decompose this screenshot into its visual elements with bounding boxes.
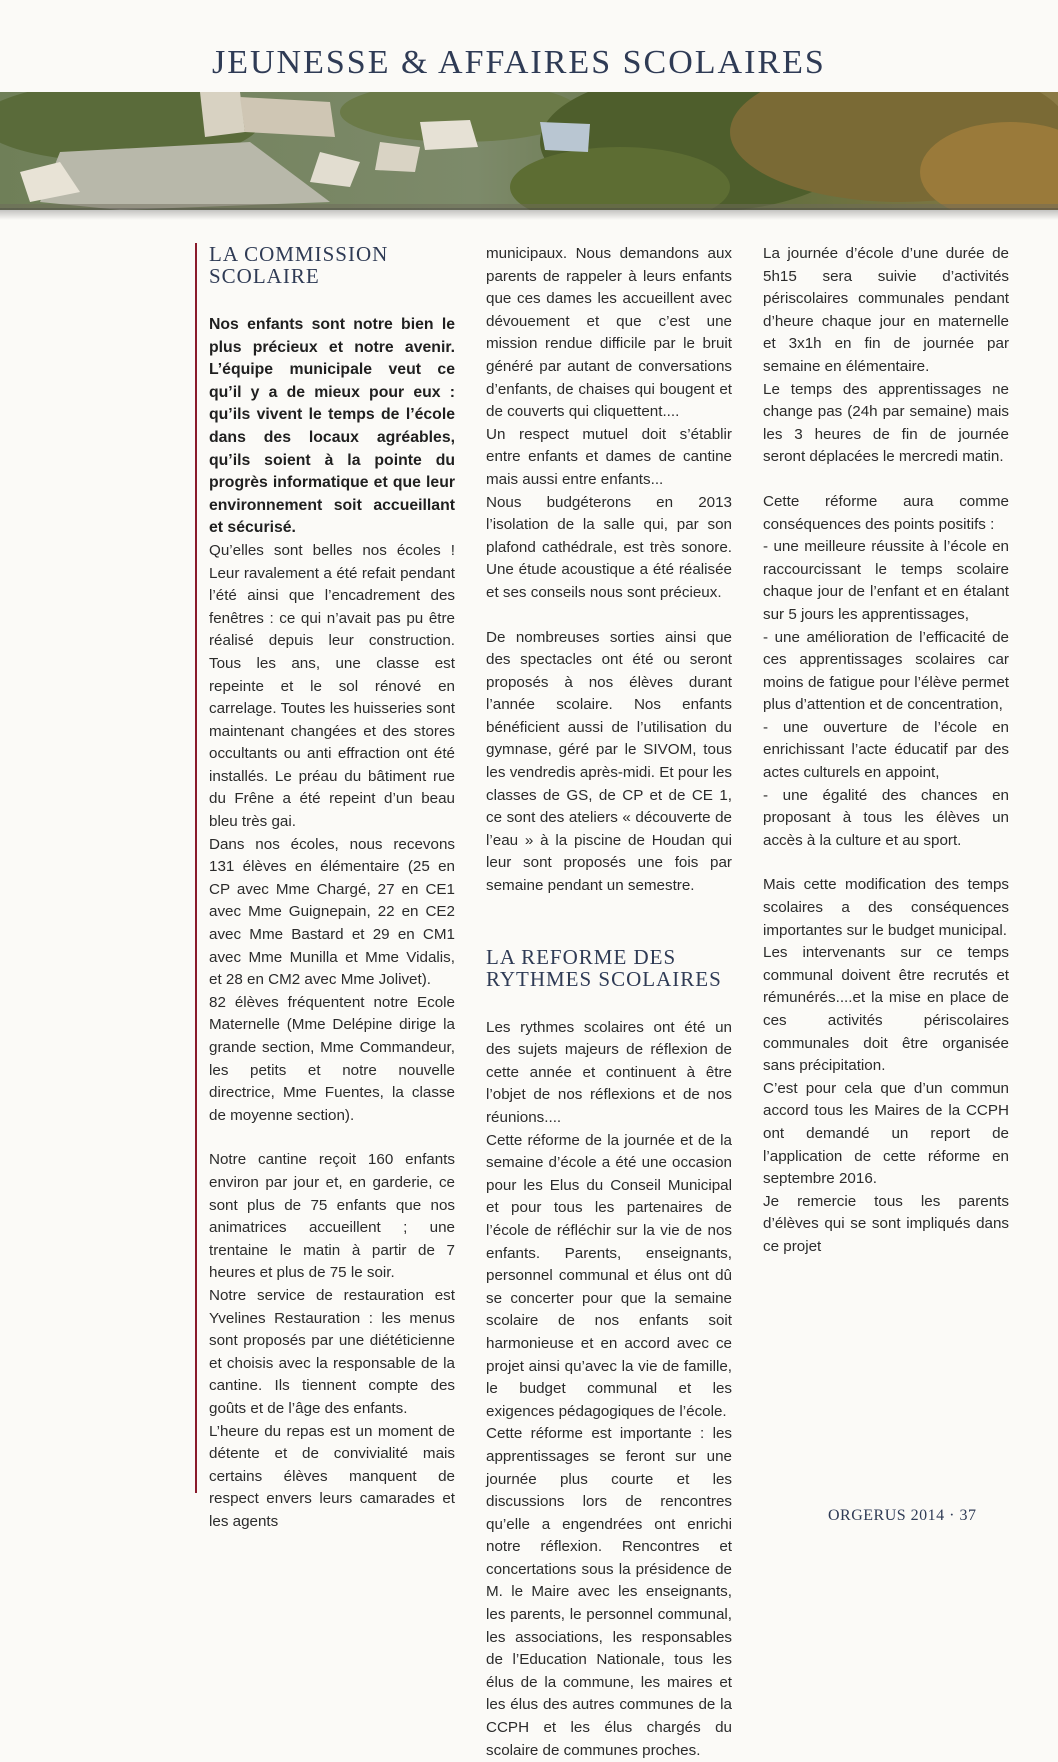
text-column-1 xyxy=(209,243,455,1533)
bullet-item: - une ouverture de l’école en enrichissant l’acte éducatif par des actes culturels en appoint, xyxy=(763,718,1009,782)
paragraph: Je remercie tous les parents d’élèves qui se sont impliqués dans ce projet xyxy=(763,1192,1009,1255)
paragraph: L’heure du repas est un moment de détente et de convivialité mais certains élèves manquent de respect envers leurs camarades et les agents xyxy=(209,1422,455,1530)
paragraph: Notre service de restauration est Yvelines Restauration : les menus sont proposés par une diététicienne et choisis avec la responsable de la cantine. Ils tiennent compte des goûts et de l’âge des enfants. xyxy=(209,1286,455,1417)
paragraph: Cette réforme est importante : les apprentissages se feront sur une journée plus courte et les discussions lors de rencontres qu’elle a engendrées ont enrichi notre réflexion. Rencontres et concertations sous la présidence de M. le Maire avec les enseignants, les parents, le personnel communal, les associations, les responsables de l’Education Nationale, tous les élus de la commune, les maires et les élus des autres communes de la CCPH et les élus chargés du scolaire de communes proches. xyxy=(486,1425,732,1759)
text-column-3 xyxy=(763,243,1009,1259)
paragraph: La journée d’école d’une durée de 5h15 sera suivie d’activités périscolaires communales pendant d’heure chaque jour en maternelle et 3x1h en fin de journée par semaine en élémentaire. xyxy=(763,245,1009,375)
paragraph: 82 élèves fréquentent notre Ecole Maternelle (Mme Delépine dirige la grande section, Mme Commandeur, les petits et notre nouvelle directrice, Mme Fuentes, la classe de moyenne section). xyxy=(209,993,455,1124)
heading-reforme-rythmes: LA REFORME DES RYTHMES SCOLAIRES xyxy=(486,944,722,991)
heading-commission-scolaire: LA COMMISSION SCOLAIRE xyxy=(209,242,389,288)
bullet-item: - une meilleure réussite à l’école en raccourcissant le temps scolaire chaque jour de l’enfant et en étalant sur 5 jours les apprentissages, xyxy=(763,538,1009,623)
text-column-2 xyxy=(486,243,732,1762)
paragraph: Cette réforme aura comme conséquences des points positifs : xyxy=(763,492,1009,533)
paragraph: Le temps des apprentissages ne change pas (24h par semaine) mais les 3 heures de fin de journée seront déplacées le mercredi matin. xyxy=(763,380,1009,466)
bullet-item: - une amélioration de l’efficacité de ces apprentissages scolaires car moins de fatigue pour l’élève permet plus d’attention et de concentration, xyxy=(763,628,1009,714)
banner-shadow xyxy=(0,208,1058,220)
paragraph: Mais cette modification des temps scolaires a des conséquences importantes sur le budget municipal. xyxy=(763,876,1009,939)
paragraph: Les intervenants sur ce temps communal doivent être recrutés et rémunérés....et la mise en place de ces activités périscolaires communales doit être organisée sans précipitation. xyxy=(763,944,1009,1075)
aerial-village-photo xyxy=(0,92,1058,210)
paragraph: Les rythmes scolaires ont été un des sujets majeurs de réflexion de cette année et continuent à être l’objet de nos réflexions et de nos réunions.... xyxy=(486,1018,732,1126)
bullet-item: - une égalité des chances en proposant à tous les élèves un accès à la culture et au sport. xyxy=(763,786,1009,849)
paragraph: Notre cantine reçoit 160 enfants environ par jour et, en garderie, ce sont plus de 75 enfants que nos animatrices accueillent ; une trentaine le matin à partir de 7 heures et plus de 75 le soir. xyxy=(209,1151,455,1282)
paragraph: C’est pour cela que d’un commun accord tous les Maires de la CCPH ont demandé un report de l’application de cette réforme en septembre 2016. xyxy=(763,1079,1009,1188)
paragraph: Un respect mutuel doit s’établir entre enfants et dames de cantine mais aussi entre enfants... xyxy=(486,425,732,488)
lead-paragraph: Nos enfants sont notre bien le plus précieux et notre avenir. L’équipe municipale veut ce qu’il y a de mieux pour eux : qu’ils vivent le temps de l’école dans des locaux agréables, qu’ils soient à la pointe du progrès informatique et que leur environnement soit accueillant et sécurisé. xyxy=(209,316,455,537)
page-footer: ORGERUS 2014 · 37 xyxy=(828,1507,977,1524)
paragraph: Dans nos écoles, nous recevons 131 élèves en élémentaire (25 en CP avec Mme Chargé, 27 en CE1 avec Mme Guignepain, 22 en CE2 avec Mme Bastard et 29 en CM1 avec Mme Munilla et Mme Vidalis, et 28 en CM2 avec Mme Jolivet). xyxy=(209,835,455,989)
paragraph: Qu’elles sont belles nos écoles ! Leur ravalement a été refait pendant l’été ainsi que l’encadrement des fenêtres : ce qui n’avait pas pu être réalisé depuis leur construction. Tous les ans, une classe est repeinte et le sol rénové en carrelage. Toutes les huisseries sont maintenant changées et des stores occultants ou anti effraction ont été installés. Le préau du bâtiment rue du Frêne a été repeint d’un beau bleu très gai. xyxy=(209,541,455,831)
section-header-title: JEUNESSE & AFFAIRES SCOLAIRES xyxy=(212,44,826,81)
paragraph: Nous budgéterons en 2013 l’isolation de la salle qui, par son plafond cathédrale, est très sonore. Une étude acoustique a été réalisée et ses conseils nous sont précieux. xyxy=(486,493,732,601)
paragraph: municipaux. Nous demandons aux parents de rappeler à leurs enfants que ces dames les accueillent avec dévouement et que c’est une mission rendue difficile par le bruit généré par autant de conversations d’enfants, de chaises qui bougent et de couverts qui cliquettent.... xyxy=(486,245,732,421)
paragraph: Cette réforme de la journée et de la semaine d’école a été une occasion pour les Elus du Conseil Municipal et pour tous les partenaires de l’école de réfléchir sur la vie de nos enfants. Parents, enseignants, personnel communal et élus ont dû se concerter pour que la semaine scolaire de nos enfants soit harmonieuse et en accord avec ce projet ainsi qu’avec la vie de famille, le budget communal et les exigences pédagogiques de l’école. xyxy=(486,1131,732,1420)
paragraph: De nombreuses sorties ainsi que des spectacles ont été ou seront proposés à nos élèves durant l’année scolaire. Nos enfants bénéficient aussi de l’utilisation du gymnase, géré par le SIVOM, tous les vendredis après-midi. Et pour les classes de GS, de CP et de CE 1, ce sont des ateliers « découverte de l’eau » à la piscine de Houdan qui leur sont proposés une fois par semaine pendant un semestre. xyxy=(486,628,732,895)
column-rule xyxy=(195,243,197,1493)
